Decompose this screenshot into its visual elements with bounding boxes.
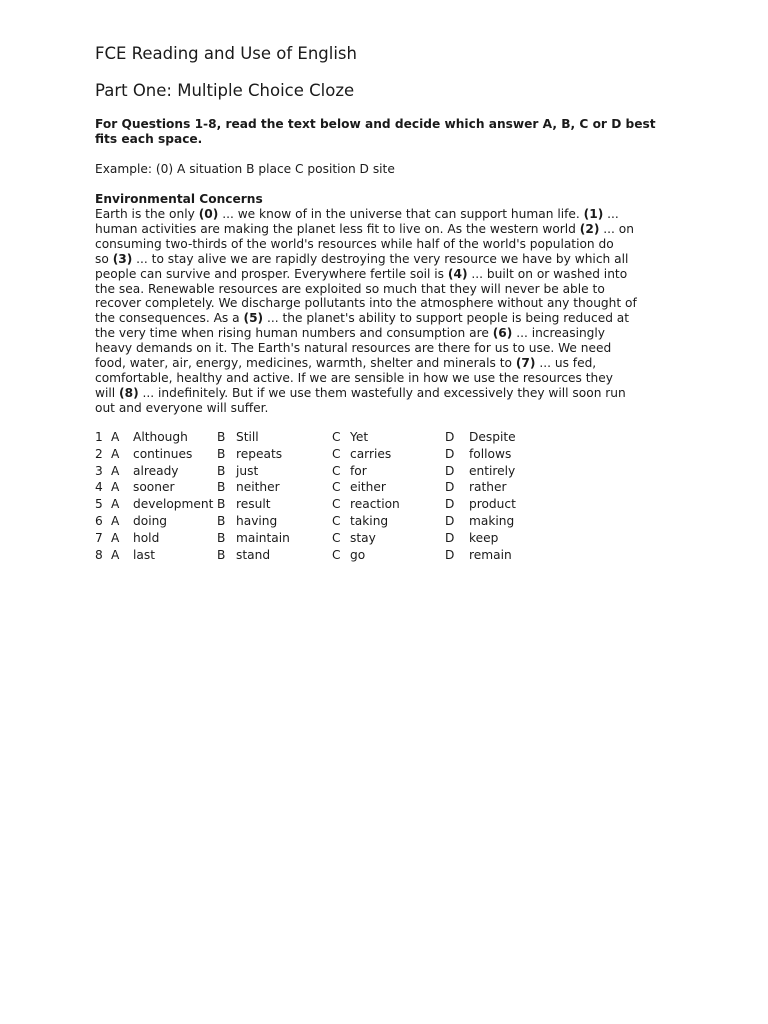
- passage-text: comfortable, healthy and active. If we are sensible in how we use the resources they: [95, 370, 613, 385]
- option-c: stay: [350, 530, 376, 545]
- option-a: already: [133, 463, 179, 478]
- option-letter-a: A: [111, 463, 120, 478]
- option-d: Despite: [469, 430, 516, 444]
- option-letter-a: A: [111, 480, 120, 495]
- option-row: [95, 463, 675, 480]
- gap-marker: (8): [119, 385, 139, 400]
- option-a: hold: [133, 530, 160, 545]
- option-b: result: [236, 497, 271, 512]
- passage-text: ... built on or washed into: [467, 266, 628, 281]
- option-row: [95, 513, 675, 530]
- passage-text: ... increasingly: [512, 326, 606, 341]
- passage-line: [95, 401, 675, 416]
- option-letter-c: C: [332, 430, 341, 444]
- passage-text: ... us fed,: [535, 356, 597, 371]
- option-letter-c: C: [332, 480, 341, 495]
- option-letter-b: B: [217, 547, 226, 562]
- gap-marker: (0): [198, 207, 219, 221]
- option-d: keep: [469, 530, 499, 545]
- gap-marker: (1): [583, 207, 604, 221]
- question-number: 1: [95, 430, 103, 444]
- option-c: reaction: [350, 497, 400, 512]
- option-letter-d: D: [445, 430, 455, 444]
- passage-text: consuming two-thirds of the world's resources while half of the world's population do: [95, 236, 614, 251]
- question-number: 4: [95, 480, 103, 495]
- option-a: Although: [133, 430, 188, 444]
- option-letter-c: C: [332, 463, 341, 478]
- option-c: for: [350, 463, 367, 478]
- option-d: rather: [469, 480, 507, 495]
- option-letter-d: D: [445, 463, 455, 478]
- passage-line: [95, 267, 675, 282]
- option-c: Yet: [350, 430, 369, 444]
- option-a: continues: [133, 446, 193, 461]
- option-d: follows: [469, 446, 512, 461]
- option-a: sooner: [133, 480, 175, 495]
- option-c: go: [350, 547, 366, 562]
- passage-line: [95, 252, 675, 267]
- option-d: making: [469, 513, 515, 528]
- passage-text: heavy demands on it. The Earth's natural resources are there for us to use. We need: [95, 341, 612, 356]
- passage-text: so: [95, 251, 113, 266]
- option-a: doing: [133, 513, 168, 528]
- passage-line: [95, 371, 675, 386]
- passage-line: [95, 311, 675, 326]
- question-number: 3: [95, 463, 103, 478]
- passage-line: [95, 222, 675, 237]
- option-letter-a: A: [111, 513, 120, 528]
- passage-text: the consequences. As a: [95, 311, 244, 326]
- gap-marker: (7): [515, 356, 536, 371]
- option-letter-b: B: [217, 513, 226, 528]
- option-letter-c: C: [332, 446, 341, 461]
- passage-line: [95, 326, 675, 341]
- passage-text: the very time when rising human numbers and consumption are: [95, 326, 493, 341]
- passage-text: ... we know of in the universe that can support human life.: [218, 207, 584, 221]
- option-letter-b: B: [217, 463, 226, 478]
- option-letter-b: B: [217, 530, 226, 545]
- passage-text: recover completely. We discharge pollutants into the atmosphere without any thought of: [95, 296, 637, 311]
- question-number: 2: [95, 446, 103, 461]
- passage-text: food, water, air, energy, medicines, warmth, shelter and minerals to: [95, 356, 516, 371]
- passage-text: people can survive and prosper. Everywhere fertile soil is: [95, 266, 448, 281]
- option-letter-d: D: [445, 446, 455, 461]
- gap-marker: (6): [492, 326, 513, 341]
- option-a: development: [133, 497, 214, 512]
- passage-line: [95, 341, 675, 356]
- option-letter-a: A: [111, 446, 120, 461]
- option-letter-b: B: [217, 497, 226, 512]
- passage-line: [95, 207, 675, 222]
- option-b: maintain: [236, 530, 290, 545]
- gap-marker: (5): [243, 311, 264, 326]
- passage-line: [95, 356, 675, 371]
- option-b: stand: [236, 547, 271, 562]
- passage-text: out and everyone will suffer.: [95, 400, 269, 415]
- gap-marker: (2): [579, 221, 600, 236]
- passage-line: [95, 282, 675, 297]
- passage-text: will: [95, 385, 120, 400]
- option-letter-a: A: [111, 530, 120, 545]
- option-row: [95, 446, 675, 463]
- option-b: repeats: [236, 446, 283, 461]
- passage-text: human activities are making the planet less fit to live on. As the western world: [95, 221, 580, 236]
- option-letter-a: A: [111, 430, 120, 444]
- option-row: [95, 496, 675, 513]
- option-letter-c: C: [332, 497, 341, 512]
- option-b: neither: [236, 480, 280, 495]
- option-d: product: [469, 497, 516, 512]
- option-c: carries: [350, 446, 392, 461]
- document-title: FCE Reading and Use of English: [95, 44, 357, 63]
- question-number: 7: [95, 530, 103, 545]
- option-letter-d: D: [445, 480, 455, 495]
- answer-options-table: [95, 429, 675, 563]
- option-letter-a: A: [111, 547, 120, 562]
- option-row: [95, 479, 675, 496]
- option-letter-c: C: [332, 547, 341, 562]
- option-b: just: [236, 463, 259, 478]
- question-number: 5: [95, 497, 103, 512]
- passage-line: [95, 386, 675, 401]
- passage-line: [95, 296, 675, 311]
- option-letter-c: C: [332, 513, 341, 528]
- option-row: [95, 429, 675, 446]
- gap-marker: (4): [447, 266, 468, 281]
- option-letter-b: B: [217, 480, 226, 495]
- option-letter-c: C: [332, 530, 341, 545]
- option-letter-b: B: [217, 446, 226, 461]
- option-letter-d: D: [445, 547, 455, 562]
- passage-line: [95, 237, 675, 252]
- passage-body: [95, 207, 675, 416]
- passage-heading: Environmental Concerns: [95, 192, 263, 206]
- option-letter-d: D: [445, 513, 455, 528]
- passage-text: Earth is the only: [95, 207, 199, 221]
- option-letter-d: D: [445, 530, 455, 545]
- passage-text: ... indefinitely. But if we use them wastefully and excessively they will soon run: [138, 385, 626, 400]
- option-d: entirely: [469, 463, 516, 478]
- gap-marker: (3): [112, 251, 133, 266]
- option-letter-d: D: [445, 497, 455, 512]
- document-subtitle: Part One: Multiple Choice Cloze: [95, 81, 355, 100]
- option-row: [95, 547, 675, 564]
- option-c: taking: [350, 513, 389, 528]
- passage-text: ... the planet's ability to support people is being reduced at: [263, 311, 630, 326]
- option-d: remain: [469, 547, 512, 562]
- option-b: having: [236, 513, 278, 528]
- passage-text: ... on: [599, 221, 634, 236]
- question-number: 8: [95, 547, 103, 562]
- option-b: Still: [236, 430, 259, 444]
- option-row: [95, 530, 675, 547]
- passage-text: the sea. Renewable resources are exploited so much that they will never be able to: [95, 281, 605, 296]
- option-letter-b: B: [217, 430, 226, 444]
- option-c: either: [350, 480, 386, 495]
- passage-text: ...: [603, 207, 619, 221]
- example-text: Example: (0) A situation B place C position D site: [95, 162, 395, 176]
- option-letter-a: A: [111, 497, 120, 512]
- option-a: last: [133, 547, 155, 562]
- passage-text: ... to stay alive we are rapidly destroying the very resource we have by which all: [132, 251, 629, 266]
- instructions-text: For Questions 1-8, read the text below and decide which answer A, B, C or D best fits each space.: [95, 117, 656, 146]
- question-number: 6: [95, 513, 103, 528]
